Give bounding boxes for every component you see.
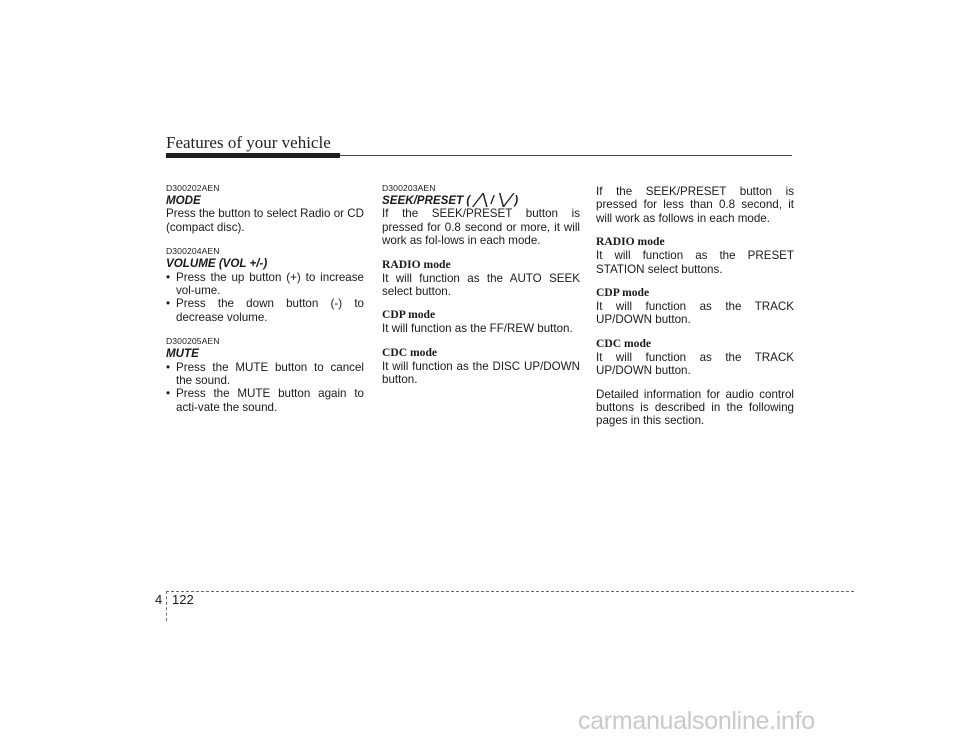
cdp-mode-text: It will function as the FF/REW button.	[382, 322, 573, 336]
cdc-mode-heading: CDC mode	[596, 336, 652, 350]
cdc-mode-text: It will function as the DISC UP/DOWN button.	[382, 359, 580, 387]
section-number: 4	[155, 592, 163, 607]
radio-mode-text: It will function as the AUTO SEEK select button.	[382, 271, 580, 299]
column-3	[596, 185, 794, 428]
header-bar	[166, 153, 340, 158]
list-item: • Press the MUTE button again to acti-vate the sound.	[166, 387, 364, 414]
cdc-mode-heading: CDC mode	[382, 345, 438, 359]
section-code: D300204AEN	[166, 246, 220, 257]
volume-heading: VOLUME (VOL +/-)	[166, 257, 268, 271]
cdp-mode-text: It will function as the TRACK UP/DOWN button.	[596, 300, 794, 327]
mute-heading: MUTE	[166, 347, 199, 361]
mode-text: Press the button to select Radio or CD (compact disc).	[166, 207, 364, 234]
mode-heading: MODE	[166, 194, 201, 207]
section-code: D300202AEN	[166, 183, 220, 193]
page-header-title: Features of your vehicle	[166, 133, 331, 152]
volume-bullet-list	[166, 271, 364, 325]
page-number: 122	[172, 592, 194, 607]
cdc-mode-text: It will function as the TRACK UP/DOWN button.	[596, 350, 794, 378]
list-item: • Press the MUTE button to cancel the sound.	[166, 361, 364, 388]
column-1	[166, 183, 364, 414]
radio-mode-heading: RADIO mode	[382, 257, 451, 271]
section-code: D300203AEN	[382, 183, 436, 193]
cdp-mode-heading: CDP mode	[596, 286, 650, 300]
header-rule	[340, 155, 792, 156]
cdp-mode-heading: CDP mode	[382, 308, 436, 322]
list-item: • Press the up button (+) to increase vol-ume.	[166, 271, 364, 298]
mute-bullet-list	[166, 361, 364, 415]
column-2	[382, 183, 580, 387]
radio-mode-heading: RADIO mode	[596, 235, 665, 249]
watermark: carmanualsonline.info	[578, 707, 815, 735]
seek-preset-heading: SEEK/PRESET ( ╱╲ / ╲╱ )	[382, 194, 519, 207]
section-code: D300205AEN	[166, 336, 220, 347]
short-press-intro-text: If the SEEK/PRESET button is pressed for less than 0.8 second, it will work as follows in each mode.	[596, 185, 794, 225]
detail-info-text: Detailed information for audio control buttons is described in the following pages in this section.	[596, 387, 794, 428]
radio-mode-text: It will function as the PRESET STATION select buttons.	[596, 249, 794, 276]
footer-vertical-rule	[166, 591, 167, 621]
list-item: • Press the down button (-) to decrease volume.	[166, 297, 364, 324]
seek-intro-text: If the SEEK/PRESET button is pressed for 0.8 second or more, it will work as fol-lows in each mode.	[382, 207, 580, 248]
footer-rule	[166, 591, 854, 592]
